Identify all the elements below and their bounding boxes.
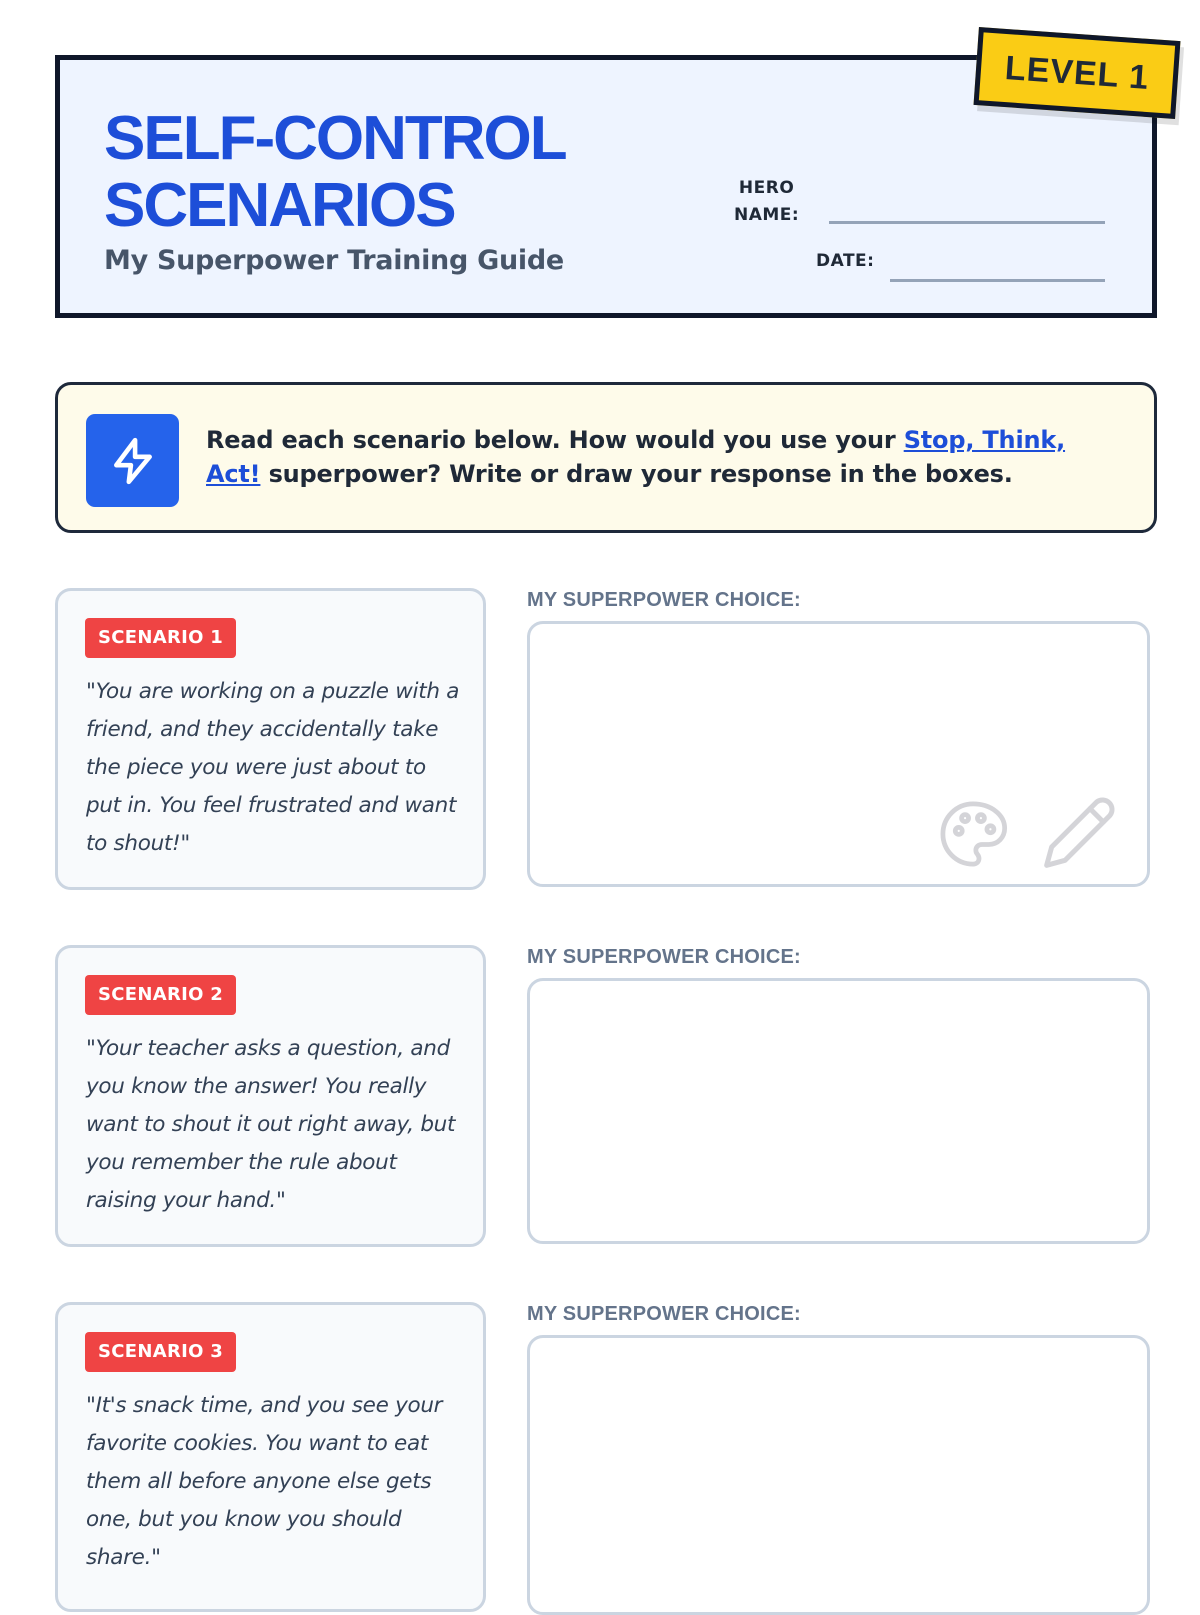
date-field[interactable] [890,279,1105,282]
lightning-bolt-icon [86,414,179,507]
response-box-3[interactable] [527,1335,1150,1615]
level-badge: LEVEL 1 [974,27,1181,119]
instructions-text-after: superpower? Write or draw your response in the boxes. [260,460,1013,488]
page-subtitle: My Superpower Training Guide [104,245,564,276]
hero-label-line-2: NAME: [734,205,800,225]
stop-think-act-link[interactable]: Stop, Think, Act! [206,426,1066,488]
title-line-1: SELF-CONTROL [104,104,566,173]
response-box-2[interactable] [527,978,1150,1244]
choice-label-2: MY SUPERPOWER CHOICE: [527,946,801,968]
hero-name-field[interactable] [829,221,1105,224]
pencil-icon [1040,792,1120,872]
palette-icon [935,796,1011,872]
scenario-card-2 [55,945,486,1247]
choice-label-3: MY SUPERPOWER CHOICE: [527,1303,801,1325]
instructions-text [206,423,1106,491]
page-title [104,105,566,239]
instructions-text-before: Read each scenario below. How would you use your [206,426,904,454]
scenario-card-3 [55,1302,486,1612]
response-box-1[interactable] [527,621,1150,887]
scenario-tag-3: SCENARIO 3 [85,1332,236,1372]
scenario-card-1 [55,588,486,890]
date-label: DATE: [816,251,875,271]
hero-label-line-1: HERO [738,178,795,198]
choice-label-1: MY SUPERPOWER CHOICE: [527,589,801,611]
title-line-2: SCENARIOS [104,171,455,240]
scenario-text-3: "It's snack time, and you see your favorite cookies. You want to eat them all before anyone else gets one, but you know you should share." [86,1393,443,1570]
scenario-tag-2: SCENARIO 2 [85,975,236,1015]
scenario-text-2: "Your teacher asks a question, and you know the answer! You really want to shout it out right away, but you remember the rule about raising your hand." [86,1036,456,1213]
hero-name-label [734,175,799,229]
scenario-tag-1: SCENARIO 1 [85,618,236,658]
instructions-box [55,382,1157,533]
scenario-text-1: "You are working on a puzzle with a friend, and they accidentally take the piece you were just about to put in. You feel frustrated and want to shout!" [86,679,460,856]
